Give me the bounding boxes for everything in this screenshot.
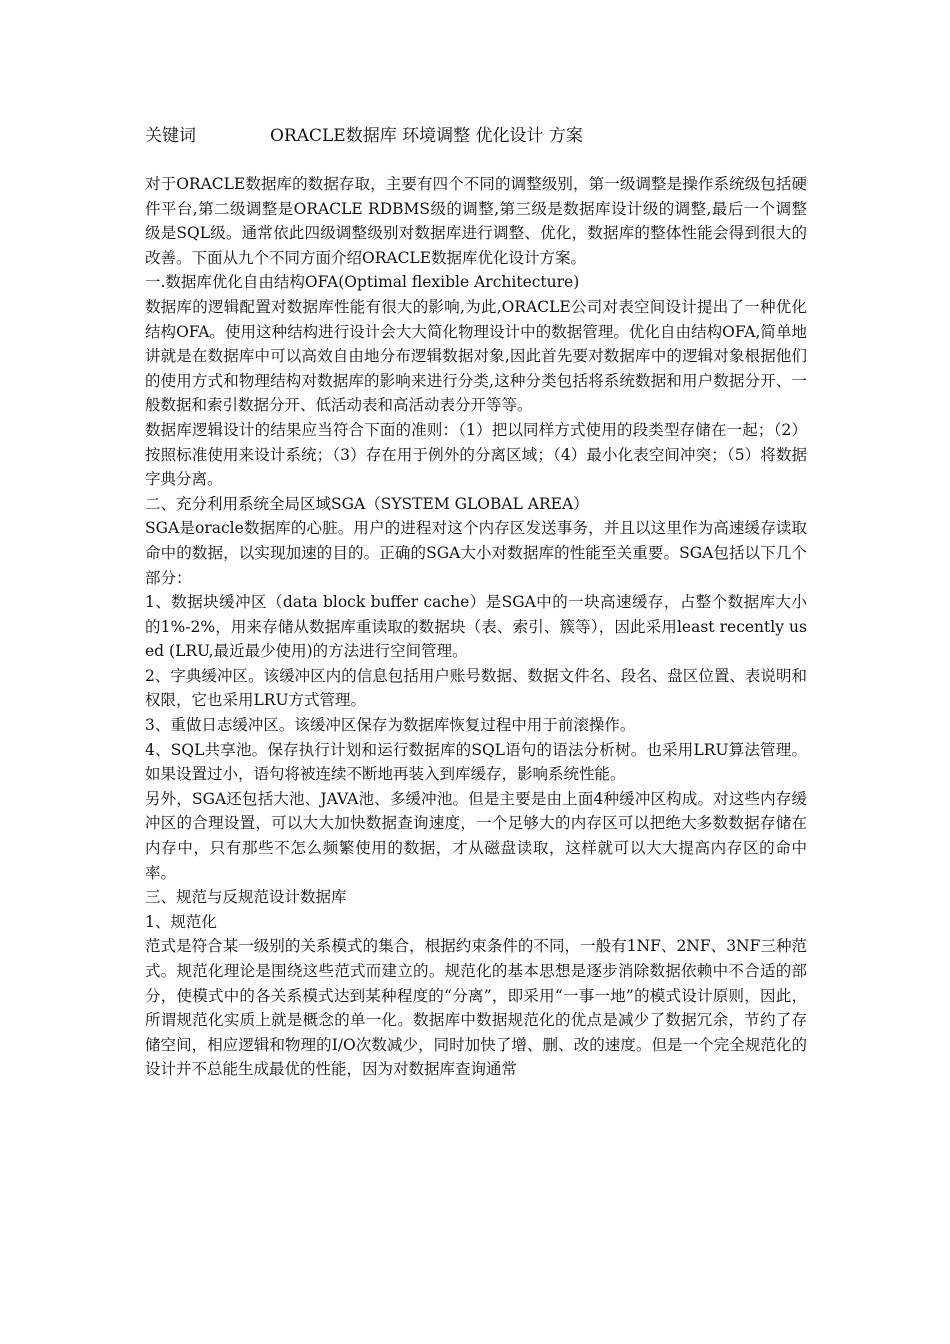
section-3-paragraph-1: 范式是符合某一级别的关系模式的集合，根据约束条件的不同，一般有1NF、2NF、3NF三种范式。规范化理论是围绕这些范式而建立的。规范化的基本思想是逐步消除数据依赖中不合适的部分，使模式中的各关系模式达到某种程度的“分离”，即采用“一事一地”的模式设计原则，因此，所谓规范化实质上就是概念的单一化。数据库中数据规范化的优点是减少了数据冗余，节约了存储空间，相应逻辑和物理的I/O次数减少，同时加快了增、删、改的速度。但是一个完全规范化的设计并不总能生成最优的性能，因为对数据库查询通常 — [145, 937, 807, 1079]
keywords-value: ORACLE数据库 环境调整 优化设计 方案 — [270, 126, 583, 146]
section-2-item-1: 1、数据块缓冲区（data block buffer cache）是SGA中的一块高速缓存，占整个数据库大小的1%-2%，用来存储从数据库重读取的数据块（表、索引、簇等），因此采用least recently used (LRU,最近最少使用)的方法进行空间管理。 — [145, 593, 807, 661]
keywords-label: 关键词 — [145, 126, 196, 146]
section-2-paragraph-1: SGA是oracle数据库的心脏。用户的进程对这个内存区发送事务，并且以这里作为高速缓存读取命中的数据，以实现加速的目的。正确的SGA大小对数据库的性能至关重要。SGA包括以下几个部分： — [145, 519, 807, 587]
document-page — [145, 122, 807, 1082]
keywords-line — [145, 122, 807, 150]
section-2-heading: 二、充分利用系统全局区域SGA（SYSTEM GLOBAL AREA） — [145, 494, 589, 513]
section-3-subheading-1: 1、规范化 — [145, 912, 217, 931]
section-3-heading: 三、规范与反规范设计数据库 — [145, 888, 347, 907]
section-2-paragraph-2: 另外，SGA还包括大池、JAVA池、多缓冲池。但是主要是由上面4种缓冲区构成。对这些内存缓冲区的合理设置，可以大大加快数据查询速度，一个足够大的内存区可以把绝大多数数据存储在内存中，只有那些不怎么频繁使用的数据，才从磁盘读取，这样就可以大大提高内存区的命中率。 — [145, 789, 807, 882]
section-2-item-3: 3、重做日志缓冲区。该缓冲区保存为数据库恢复过程中用于前滚操作。 — [145, 716, 636, 735]
section-1-paragraph-2: 数据库逻辑设计的结果应当符合下面的准则：（1）把以同样方式使用的段类型存储在一起；（2）按照标准使用来设计系统；（3）存在用于例外的分离区域；（4）最小化表空间冲突；（5）将数据字典分离。 — [145, 420, 807, 489]
section-2-item-2: 2、字典缓冲区。该缓冲区内的信息包括用户账号数据、数据文件名、段名、盘区位置、表说明和权限，它也采用LRU方式管理。 — [145, 666, 807, 710]
section-2-item-4: 4、SQL共享池。保存执行计划和运行数据库的SQL语句的语法分析树。也采用LRU算法管理。如果设置过小，语句将被连续不断地再装入到库缓存，影响系统性能。 — [145, 740, 807, 784]
section-1-heading: 一.数据库优化自由结构OFA(Optimal flexible Architecture) — [145, 273, 580, 292]
section-1-paragraph-1: 数据库的逻辑配置对数据库性能有很大的影响,为此,ORACLE公司对表空间设计提出了一种优化结构OFA。使用这种结构进行设计会大大简化物理设计中的数据管理。优化自由结构OFA,简单地讲就是在数据库中可以高效自由地分布逻辑数据对象,因此首先要对数据库中的逻辑对象根据他们的使用方式和物理结构对数据库的影响来进行分类,这种分类包括将系统数据和用户数据分开、一般数据和索引数据分开、低活动表和高活动表分开等等。 — [145, 297, 807, 415]
intro-paragraph: 对于ORACLE数据库的数据存取，主要有四个不同的调整级别，第一级调整是操作系统级包括硬件平台,第二级调整是ORACLE RDBMS级的调整,第三级是数据库设计级的调整,最后一个调整级是SQL级。通常依此四级调整级别对数据库进行调整、优化，数据库的整体性能会得到很大的改善。下面从九个不同方面介绍ORACLE数据库优化设计方案。 — [145, 175, 807, 267]
